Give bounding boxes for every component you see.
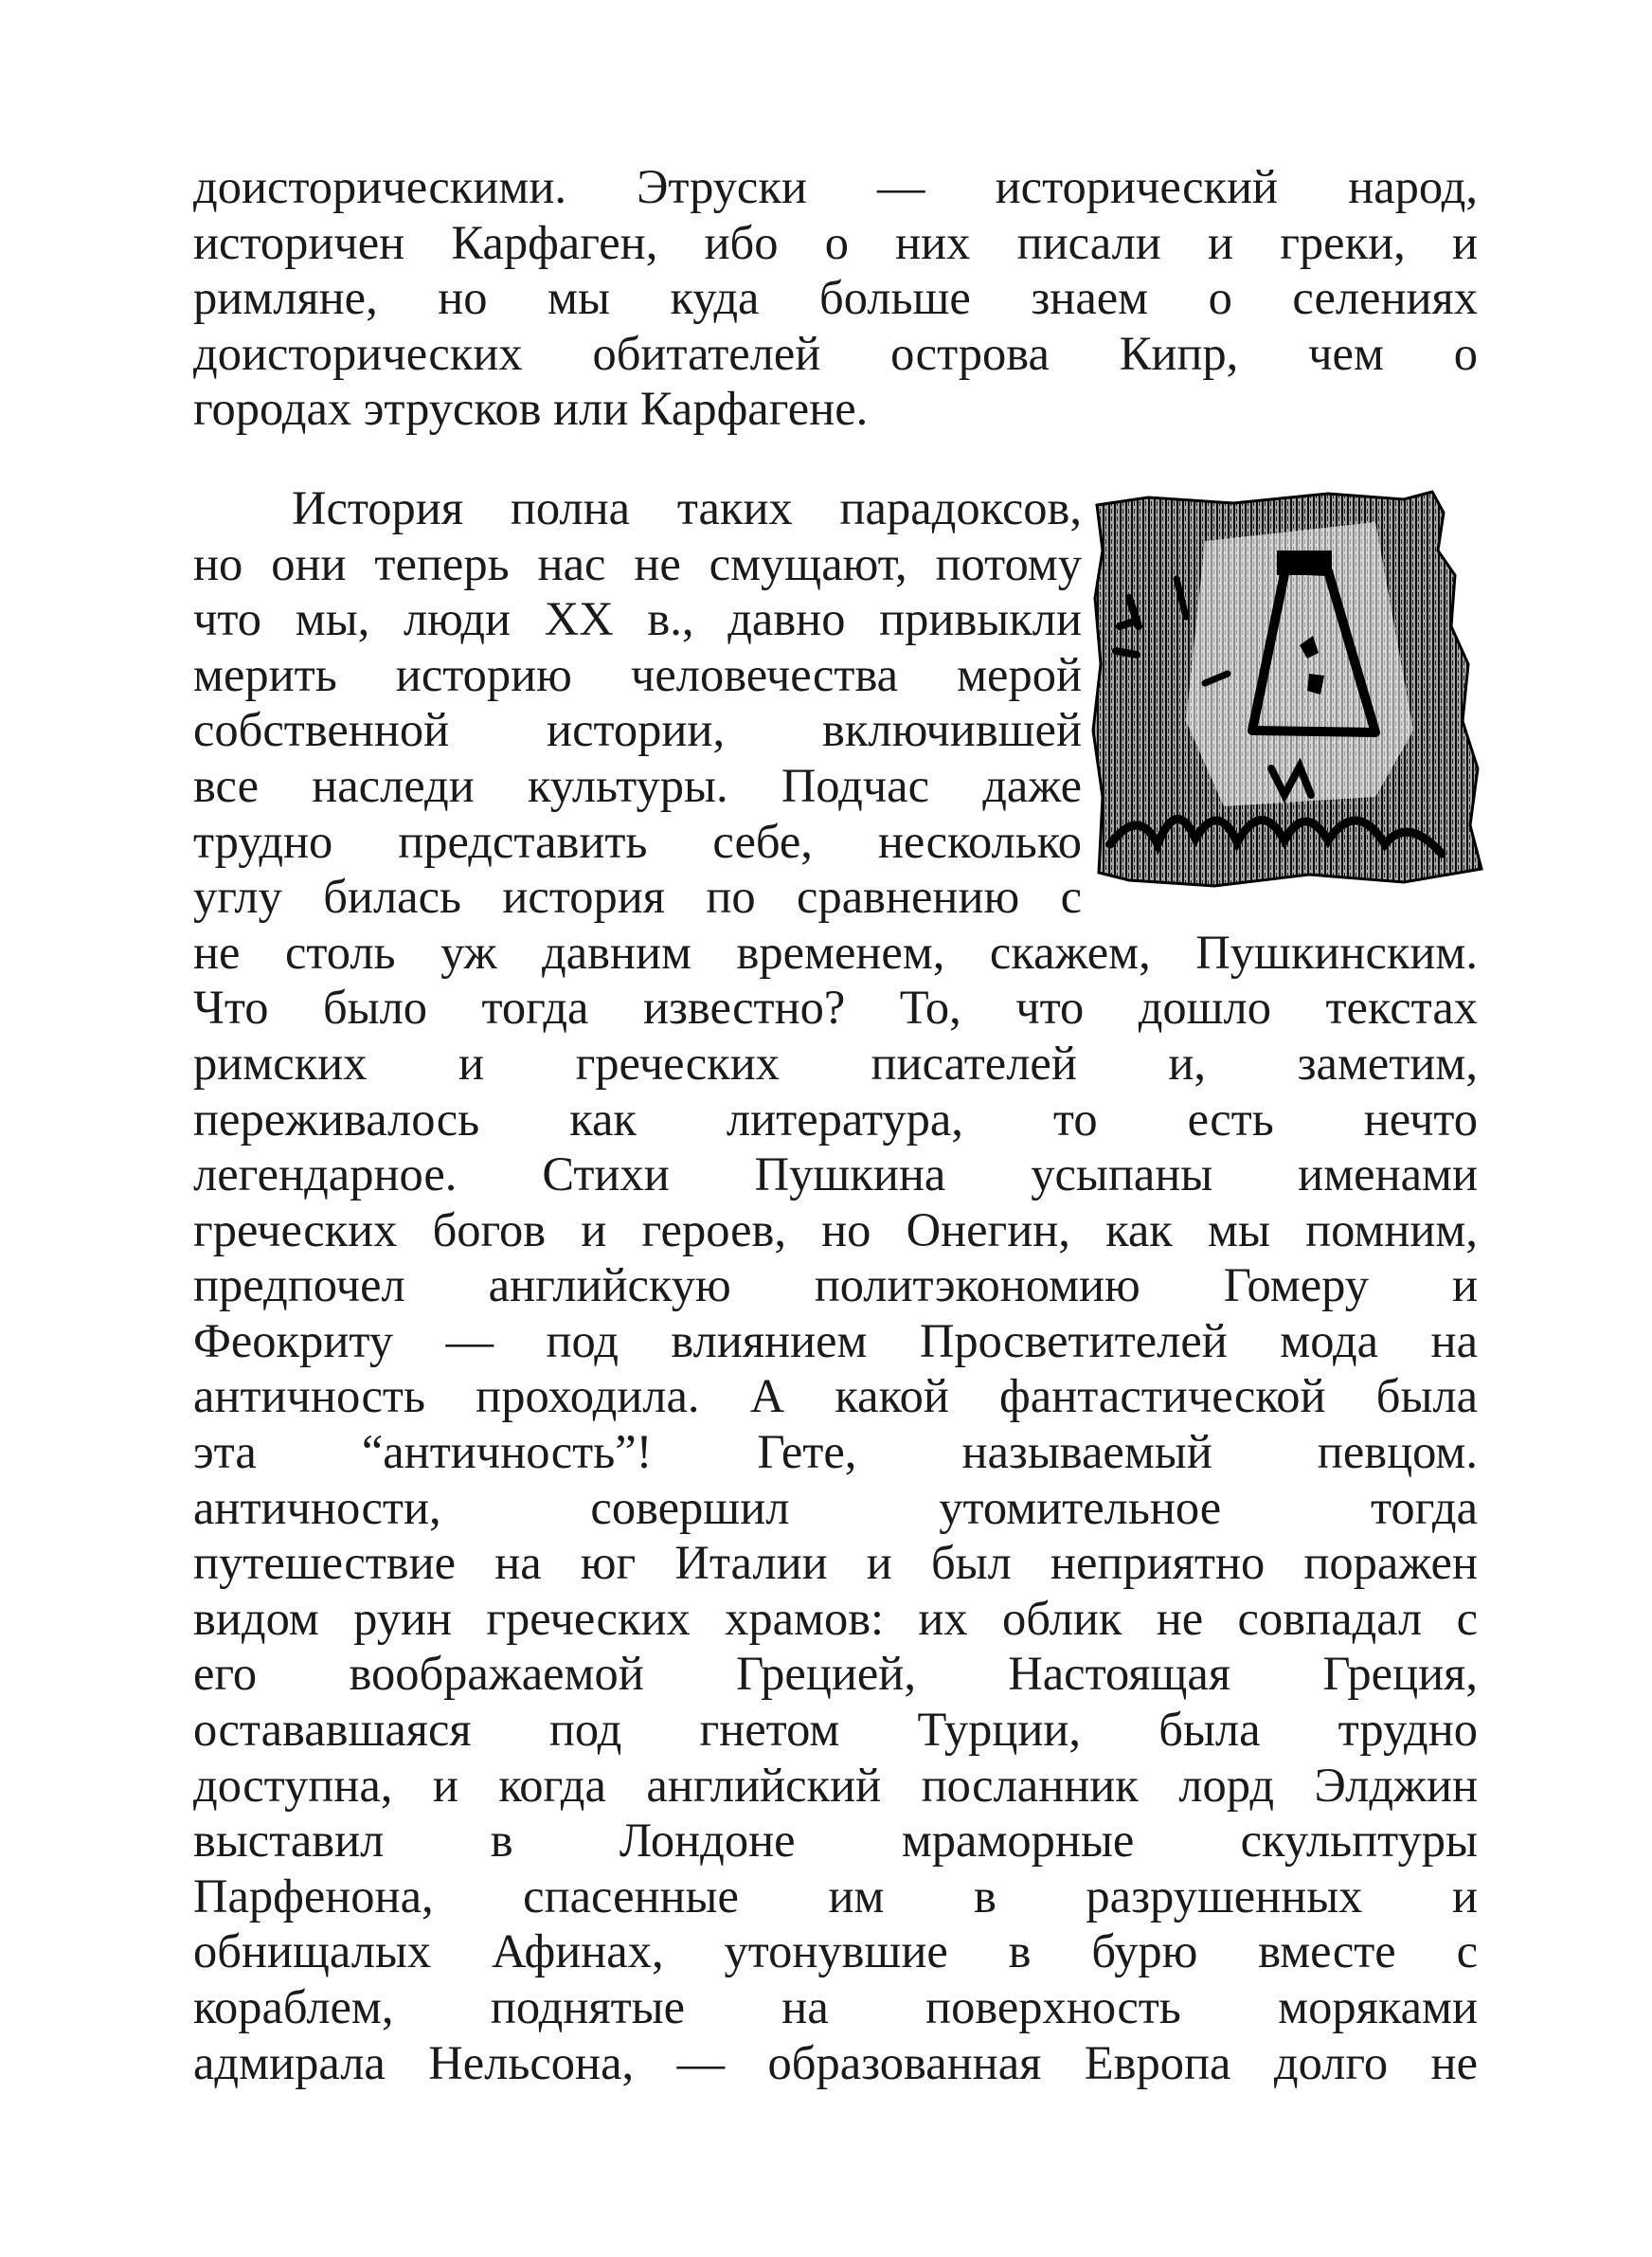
- text-line: греческих богов и героев, но Онегин, как мы помним,: [193, 1202, 1478, 1256]
- paragraph-1: [193, 159, 1478, 437]
- text-line: трудно представить себе, несколько: [193, 814, 1082, 868]
- text-line: историчен Карфаген, ибо о них писали и греки, и: [193, 215, 1478, 269]
- text-line: римляне, но мы куда больше знаем о селениях: [193, 271, 1478, 325]
- text-line: переживалось как литература, то есть нечто: [193, 1092, 1478, 1146]
- text-line: адмирала Нельсона, — образованная Европа долго не: [193, 2035, 1478, 2089]
- text-line: городах этрусков или Карфагене.: [193, 382, 869, 436]
- text-line: доступна, и когда английский посланник лорд Элджин: [193, 1758, 1478, 1812]
- text-line: его воображаемой Грецией, Настоящая Греция,: [193, 1647, 1478, 1701]
- text-line: Феокриту — под влиянием Просветителей мода на: [193, 1313, 1478, 1367]
- text-line: античность проходила. А какой фантастической была: [193, 1369, 1478, 1423]
- text-line: путешествие на юг Италии и был неприятно поражен: [193, 1536, 1478, 1590]
- text-line: римских и греческих писателей и, заметим,: [193, 1036, 1478, 1090]
- text-line: что мы, люди XX в., давно привыкли: [193, 592, 1082, 646]
- text-line: углу билась история по сравнению с: [193, 870, 1082, 924]
- document-page: [193, 159, 1478, 2090]
- text-line: не столь уж давним временем, скажем, Пушкинским.: [193, 925, 1478, 979]
- text-line: эта “античность”! Гете, называемый певцом.: [193, 1425, 1478, 1479]
- text-line: мерить историю человечества мерой: [193, 647, 1082, 701]
- paragraph-2: [193, 480, 1478, 925]
- text-line: доисторических обитателей острова Кипр, чем о: [193, 326, 1478, 380]
- papyrus-fragment-image: [1091, 484, 1491, 890]
- paragraph-2-continued: [193, 925, 1478, 2090]
- text-line: Парфенона, спасенные им в разрушенных и: [193, 1869, 1478, 1923]
- text-line: выставил в Лондоне мраморные скульптуры: [193, 1814, 1478, 1868]
- text-line: кораблем, поднятые на поверхность моряками: [193, 1980, 1478, 2033]
- text-line: все наследи культуры. Подчас даже: [193, 758, 1082, 812]
- text-line: История полна таких парадоксов,: [292, 480, 1082, 534]
- text-line: предпочел английскую политэкономию Гомеру и: [193, 1258, 1478, 1312]
- text-line: античности, совершил утомительное тогда: [193, 1480, 1478, 1534]
- text-line: но они теперь нас не смущают, потому: [193, 536, 1082, 590]
- text-line: обнищалых Афинах, утонувшие в бурю вместе с: [193, 1924, 1478, 1978]
- text-line: доисторическими. Этруски — исторический народ,: [193, 160, 1478, 213]
- text-line: собственной истории, включившей: [193, 703, 1082, 757]
- text-line: легендарное. Стихи Пушкина усыпаны именами: [193, 1147, 1478, 1201]
- text-line: остававшаяся под гнетом Турции, была трудно: [193, 1703, 1478, 1757]
- text-line: видом руин греческих храмов: их облик не совпадал с: [193, 1591, 1478, 1645]
- text-line: Что было тогда известно? То, что дошло текстах: [193, 981, 1478, 1035]
